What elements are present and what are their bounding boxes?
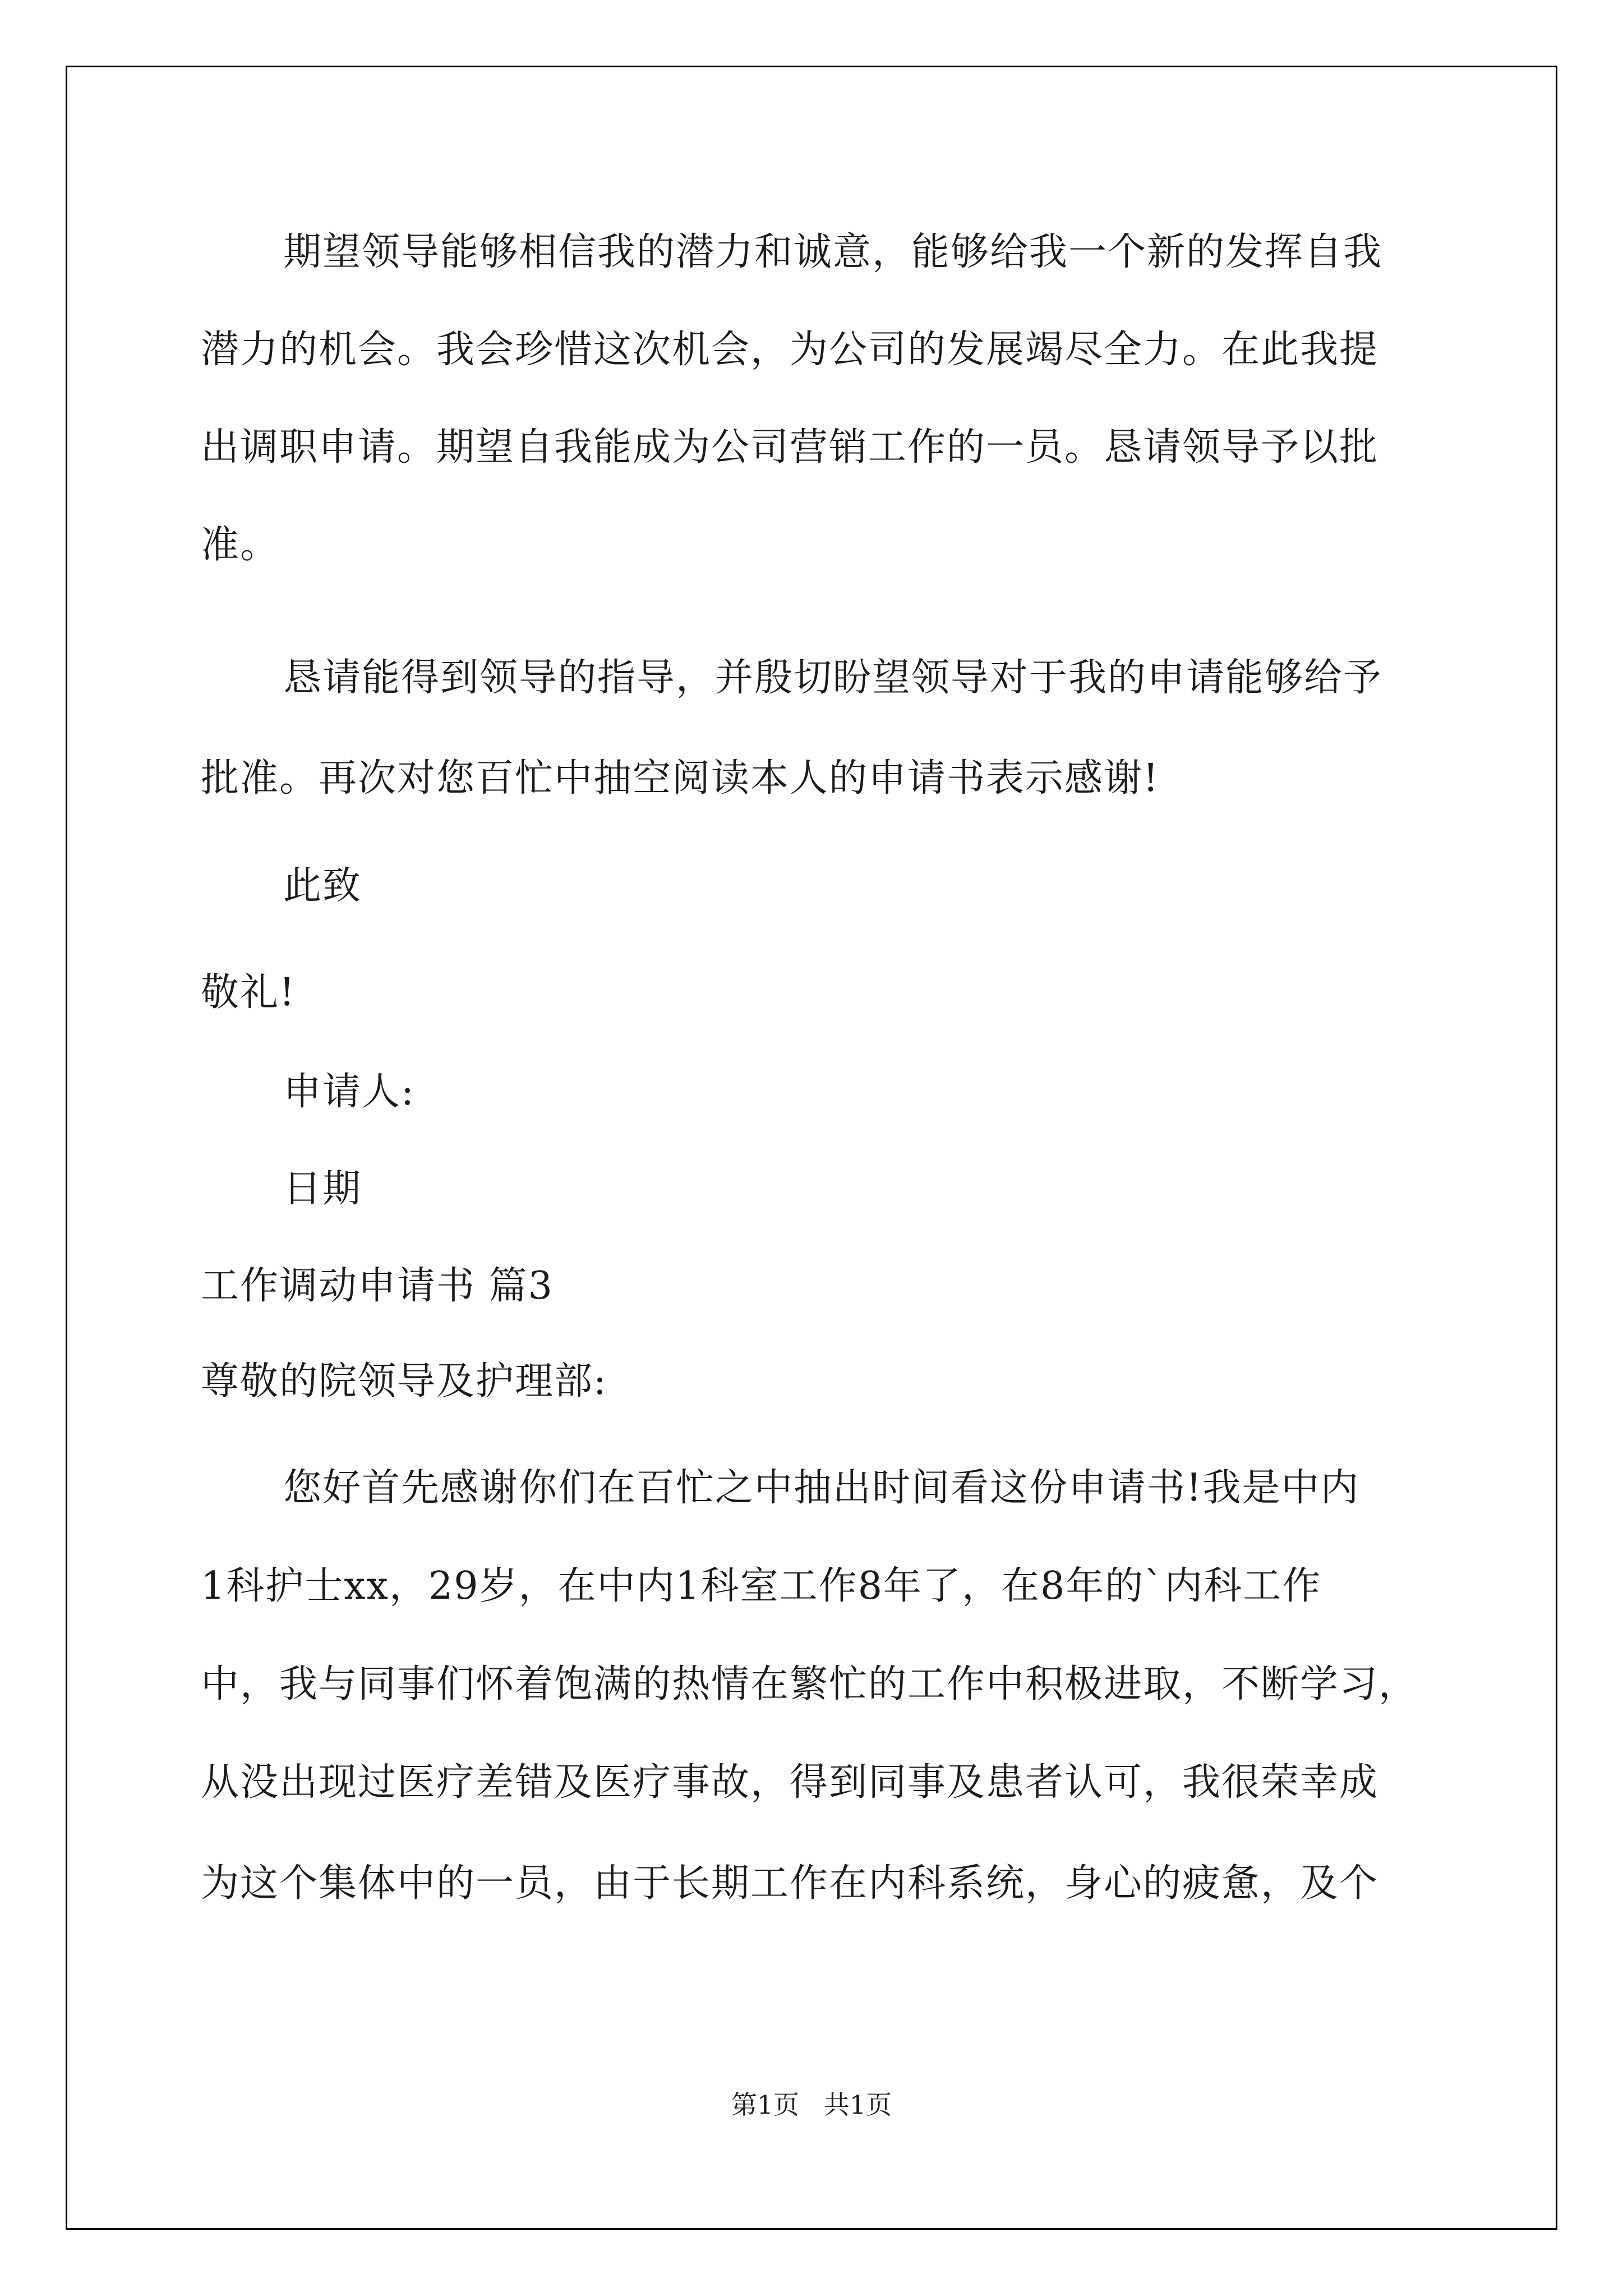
paragraph-line: 中，我与同事们怀着饱满的热情在繁忙的工作中积极进取，不断学习， <box>201 1662 1418 1706</box>
paragraph-line: 潜力的机会。我会珍惜这次机会，为公司的发展竭尽全力。在此我提 <box>201 328 1379 372</box>
paragraph-line: 为这个集体中的一员，由于长期工作在内科系统，身心的疲惫，及个 <box>201 1861 1379 1906</box>
paragraph-line: 恳请能得到领导的指导，并殷切盼望领导对于我的申请能够给予 <box>283 656 1383 700</box>
paragraph-line: 出调职申请。期望自我能成为公司营销工作的一员。恳请领导予以批 <box>201 425 1379 470</box>
paragraph-line: 准。 <box>201 523 280 567</box>
date-label: 日期 <box>283 1167 362 1211</box>
applicant-label: 申请人: <box>283 1070 415 1114</box>
closing-line: 敬礼! <box>201 970 296 1015</box>
salutation: 尊敬的院领导及护理部: <box>201 1359 607 1404</box>
paragraph-line: 从没出现过医疗差错及医疗事故，得到同事及患者认可，我很荣幸成 <box>201 1760 1379 1805</box>
paragraph-line: 1科护士xx，29岁，在中内1科室工作8年了，在8年的`内科工作 <box>201 1564 1322 1608</box>
closing-line: 此致 <box>283 864 362 908</box>
paragraph-line: 批准。再次对您百忙中抽空阅读本人的申请书表示感谢! <box>201 756 1160 800</box>
section-heading: 工作调动申请书 篇3 <box>201 1264 554 1308</box>
page-number-footer: 第1页 共1页 <box>731 2090 892 2120</box>
paragraph-line: 期望领导能够相信我的潜力和诚意，能够给我一个新的发挥自我 <box>283 230 1383 274</box>
paragraph-line: 您好首先感谢你们在百忙之中抽出时间看这份申请书!我是中内 <box>283 1466 1360 1510</box>
